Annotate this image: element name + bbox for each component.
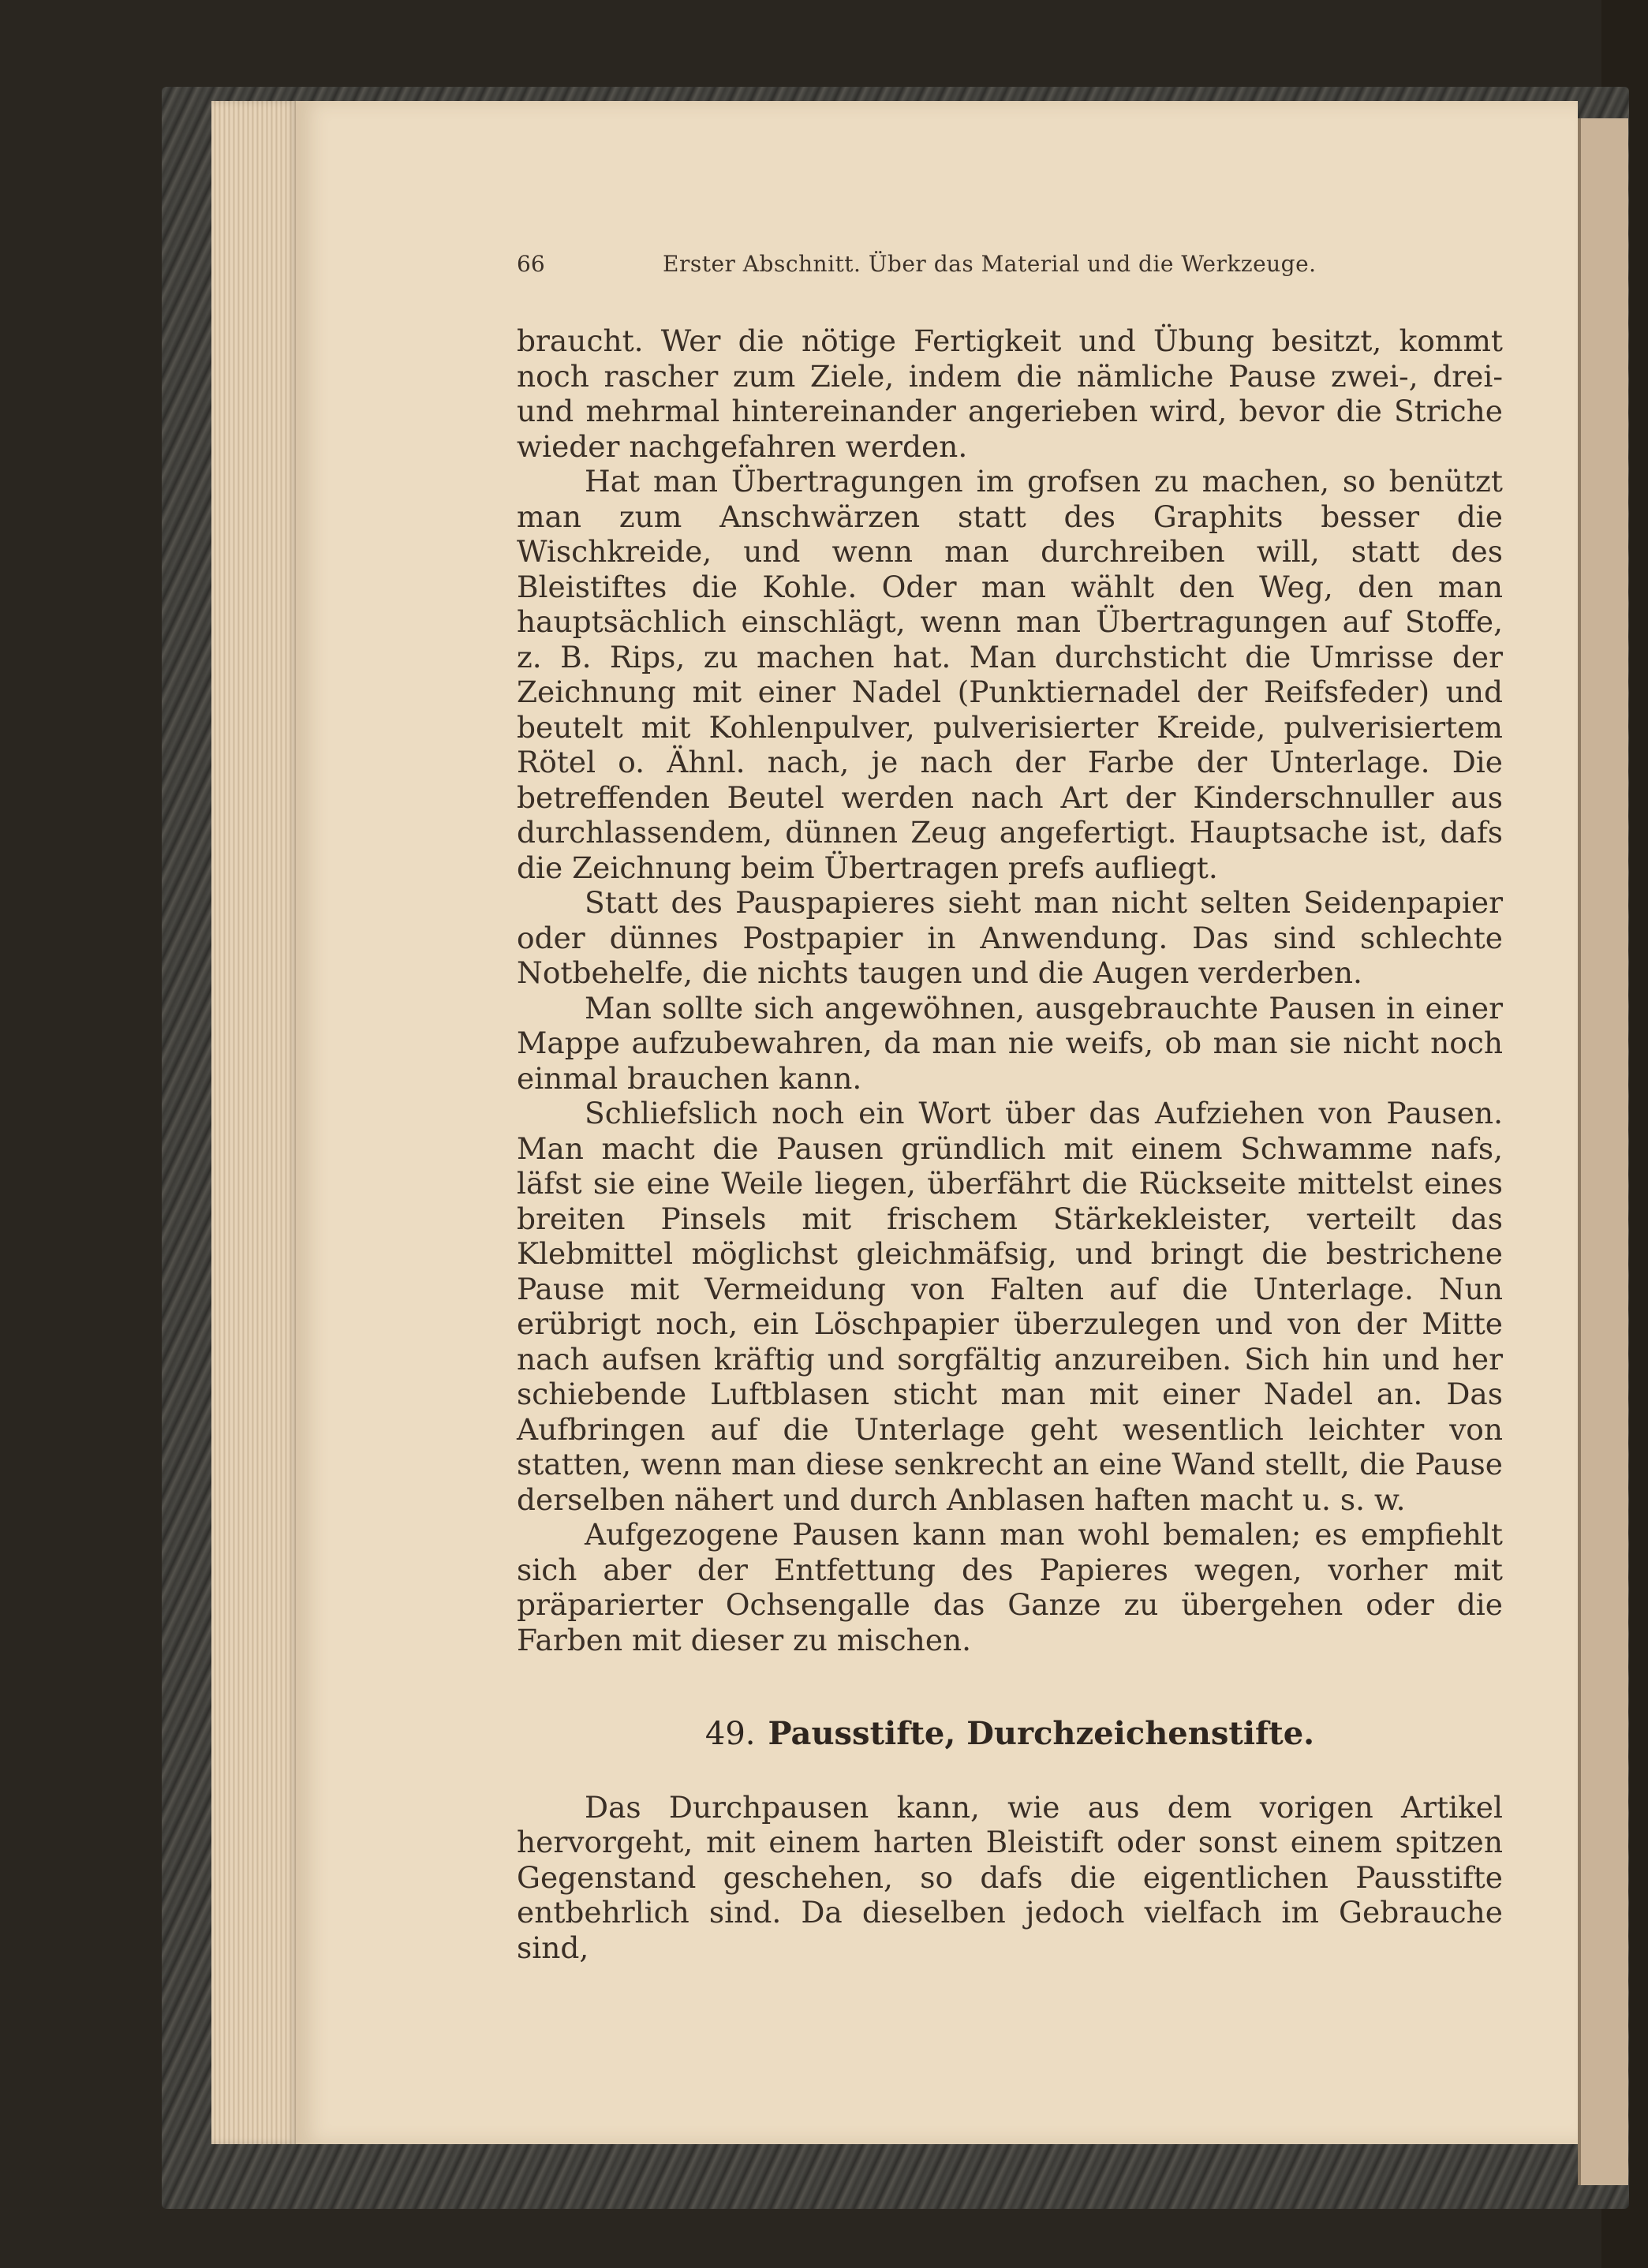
paragraph: Schliefslich noch ein Wort über das Aufziehen von Pausen. Man macht die Pausen gründlich mit einem Schwamme nafs, läfst sie eine Weile liegen, überfährt die Rückseite mittelst eines breiten Pinsels mit frischem Stärkekleister, verteilt das Klebmittel möglichst gleichmäfsig, und bringt die bestrichene Pause mit Vermeidung von Falten auf die Unterlage. Nun erübrigt noch, ein Löschpapier überzulegen und von der Mitte nach aufsen kräftig und sorgfältig anzureiben. Sich hin und her schiebende Luftblasen sticht man mit einer Nadel an. Das Aufbringen auf die Unterlage geht wesentlich leichter von statten, wenn man diese senkrecht an eine Wand stellt, die Pause derselben nähert und durch Anblasen haften macht u. s. w. [517,1096,1503,1517]
paragraph: Statt des Pauspapieres sieht man nicht selten Seidenpapier oder dünnes Postpapier in Anwendung. Das sind schlechte Notbehelfe, die nichts taugen und die Augen verderben. [517,885,1503,990]
section-heading [517,1717,1503,1752]
paragraph: Man sollte sich angewöhnen, ausgebrauchte Pausen in einer Mappe aufzubewahren, da man nie weifs, ob man sie nicht noch einmal brauchen kann. [517,990,1503,1096]
running-title: Erster Abschnitt. Über das Material und die Werkzeuge. [663,251,1317,277]
paragraph: braucht. Wer die nötige Fertigkeit und Übung besitzt, kommt noch rascher zum Ziele, indem die nämliche Pause zwei-, drei- und mehrmal hintereinander angerieben wird, bevor die Striche wieder nachgefahren werden. [517,323,1503,464]
page-stack-edges [211,101,298,2144]
facing-page-edge [1578,118,1628,2185]
section-title: Pausstifte, Durchzeichenstifte. [768,1715,1315,1752]
page-number: 66 [517,251,545,277]
section-number: 49. [704,1716,756,1752]
paragraph: Aufgezogene Pausen kann man wohl bemalen; es empfiehlt sich aber der Entfettung des Papieres wegen, vorher mit präparierter Ochsengalle das Ganze zu übergehen oder die Farben mit dieser zu mischen. [517,1517,1503,1657]
body-text [517,323,1503,1965]
paragraph: Das Durchpausen kann, wie aus dem vorigen Artikel hervorgeht, mit einem harten Bleistift oder sonst einem spitzen Gegenstand geschehen, so dafs die eigentlichen Pausstifte entbehrlich sind. Da dieselben jedoch vielfach im Gebrauche sind, [517,1789,1503,1965]
running-header [517,251,1361,290]
paragraph: Hat man Übertragungen im grofsen zu machen, so benützt man zum Anschwärzen statt des Graphits besser die Wischkreide, und wenn man durchreiben will, statt des Bleistiftes die Kohle. Oder man wählt den Weg, den man hauptsächlich einschlägt, wenn man Übertragungen auf Stoffe, z. B. Rips, zu machen hat. Man durchsticht die Umrisse der Zeichnung mit einer Nadel (Punktiernadel der Reifsfeder) und beutelt mit Kohlenpulver, pulverisierter Kreide, pulverisiertem Rötel o. Ähnl. nach, je nach der Farbe der Unterlage. Die betreffenden Beutel werden nach Art der Kinderschnuller aus durchlassendem, dünnen Zeug angefertigt. Hauptsache ist, dafs die Zeichnung beim Übertragen prefs aufliegt. [517,464,1503,885]
